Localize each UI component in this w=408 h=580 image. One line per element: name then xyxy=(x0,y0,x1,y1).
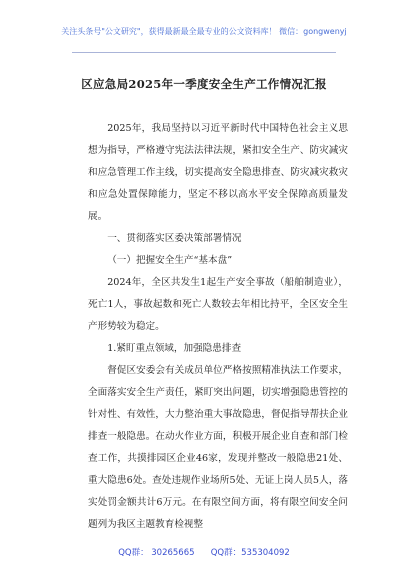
document-title: 区应急局2025年一季度安全生产工作情况汇报 xyxy=(81,77,327,91)
accident-paragraph: 2024年，全区共发生1起生产安全事故（船舶制造业），死亡1人，事故起数和死亡人数较去年相比持平，全区安全生产形势较为稳定。 xyxy=(88,277,348,332)
document-body xyxy=(88,118,348,536)
promo-header: 关注头条号"公文研究"，获得最新最全最专业的公文资料库！ 微信：gongwenyj xyxy=(61,27,347,36)
header-divider xyxy=(72,52,336,53)
inspection-paragraph: 督促区安委会有关成员单位严格按照精准执法工作要求，全面落实安全生产责任，紧盯突出问题，切实增强隐患管控的针对性、有效性，大力整治重大事故隐患，督促指导帮扶企业排查一般隐患。在动火作业方面，积极开展企业自查和部门检查工作，共摸排园区企业46家，发现并整改一般隐患21处、重大隐患6处。查处违规作业场所5处、无证上岗人员5人，落实处罚金额共计6万元。在有限空间方面，将有限空间安全问题列为我区主题教育检视整 xyxy=(88,365,348,530)
item-heading: 1.紧盯重点领域，加强隐患排查 xyxy=(107,343,242,354)
intro-paragraph: 2025年，我局坚持以习近平新时代中国特色社会主义思想为指导，严格遵守宪法法律法规，紧扣安全生产、防灾减灾和应急管理工作主线，切实提高安全隐患排查、防灾减灾救灾和应急处置保障能力，坚定不移以高水平安全保障高质量发展。 xyxy=(88,123,348,222)
qq-footer: QQ群： 30265665 QQ群：535304092 xyxy=(118,548,290,558)
section-heading: 一、贯彻落实区委决策部署情况 xyxy=(107,233,242,244)
subsection-heading: （一）把握安全生产“基本盘” xyxy=(107,255,233,266)
